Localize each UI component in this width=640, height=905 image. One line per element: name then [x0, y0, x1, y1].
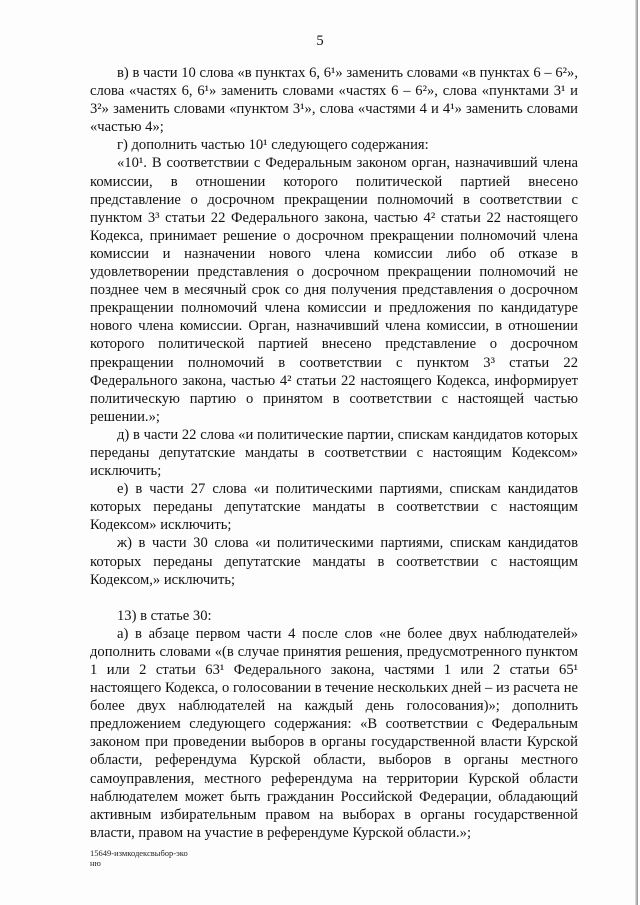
paragraph-item-a: а) в абзаце первом части 4 после слов «не более двух наблюдателей» дополнить словами «(в случае принятия решения, предусмотренного пунктом 1 или 2 статьи 63¹ Федерального закона, частями 1 или 2 статьи 65¹ настоящего Кодекса, о голосовании в течение нескольких дней – из расчета не более двух наблюдателей на каждый день голосования)»; дополнить предложением следующего содержания: «В соответствии с Федеральным законом при проведении выборов в органы государственной власти Курской области, референдума Курской области, выборов в органы местного самоуправления, местного референдума на территории Курской области наблюдателем может быть гражданин Российской Федерации, обладающий активным избирательным правом на выборах в органы государственной власти, правом на участие в референдуме Курской области.»;: [90, 625, 578, 841]
paragraph-item-zh: ж) в части 30 слова «и политическими партиями, спискам кандидатов которых переданы депутатские мандаты в соответствии с настоящим Кодексом,» исключить;: [90, 535, 578, 588]
paragraph-item-v: в) в части 10 слова «в пунктах 6, 6¹» заменить словами «в пунктах 6 – 6²», слова «частях 6, 6¹» заменить словами «частях 6 – 6²», слова «пунктами 3¹ и 3²» заменить словами «пунктом 3¹», слова «частями 4 и 4¹» заменить словами «частью 4»;: [90, 65, 578, 136]
footer-file-code: 15649-измкодексвыбор-эко: [90, 848, 188, 858]
paragraph-part-10-1: «10¹. В соответствии с Федеральным законом орган, назначивший члена комиссии, в отношении которого политической партией внесено представление о досрочном прекращении полномочий в соответствии с пунктом 3³ статьи 22 Федерального закона, частью 4² статьи 22 настоящего Кодекса, принимает решение о досрочном прекращении полномочий члена комиссии и назначении нового члена комиссии либо об отказе в удовлетворении представления о досрочном прекращении полномочий не позднее чем в месячный срок со дня получения представления о досрочном прекращении полномочий члена комиссии и предложения по кандидатуре нового члена комиссии. Орган, назначивший члена комиссии, в отношении которого политической партией внесено представление о досрочном прекращении полномочий в соответствии с пунктом 3³ статьи 22 Федерального закона, частью 4² статьи 22 настоящего Кодекса, информирует политическую партию о принятом в соответствии с настоящей частью решении.»;: [90, 155, 578, 425]
document-body: [90, 64, 578, 842]
document-footer: [90, 848, 250, 868]
footer-file-code-continuation: ню: [90, 858, 101, 868]
paragraph-item-g: г) дополнить частью 10¹ следующего содержания:: [117, 137, 429, 154]
paragraph-item-e: е) в части 27 слова «и политическими партиями, спискам кандидатов которых переданы депутатские мандаты в соответствии с настоящим Кодексом» исключить;: [90, 481, 578, 534]
scan-edge-shadow: [635, 0, 638, 905]
page-number: 5: [316, 33, 324, 49]
paragraph-article-30-heading: 13) в статье 30:: [117, 607, 212, 624]
paragraph-item-d: д) в части 22 слова «и политические партии, спискам кандидатов которых переданы депутатские мандаты в соответствии с настоящим Кодексом» исключить;: [90, 426, 578, 480]
